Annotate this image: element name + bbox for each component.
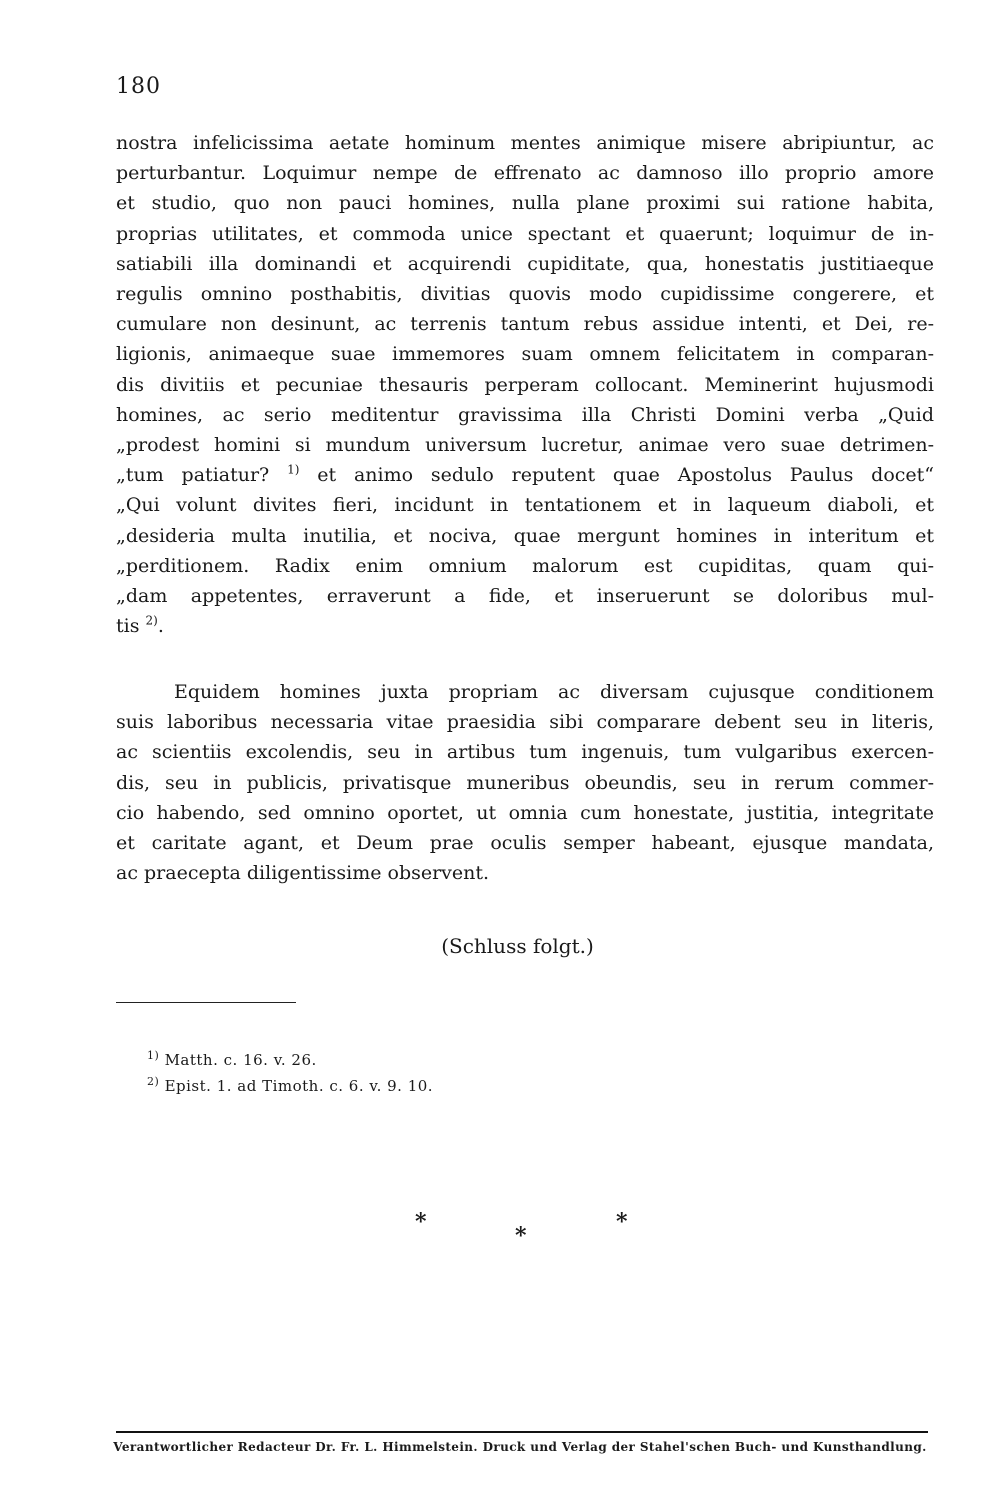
text-line: suis laboribus necessaria vitae praesidia sibi comparare debent seu in literis, [116,711,934,734]
footnote-divider [116,1002,296,1003]
footnote-ref-2: 2) [145,613,158,628]
closing-note: (Schluss folgt.) [441,934,594,958]
text-line: cumulare non desinunt, ac terrenis tantum rebus assidue intenti, et Dei, re- [116,313,934,336]
footnote-text: Matth. c. 16. v. 26. [164,1051,317,1069]
footnote-1 [147,1047,433,1073]
text-line: cio habendo, sed omnino oportet, ut omnia cum honestate, justitia, integritate [116,801,934,824]
text-line: „perditionem. Radix enim omnium malorum est cupiditas, quam qui- [116,554,934,577]
text-line: perturbantur. Loquimur nempe de effrenato ac damnoso illo proprio amore [116,162,934,185]
text-line: „dam appetentes, erraverunt a fide, et inseruerunt se doloribus mul- [116,585,934,608]
text-line: et studio, quo non pauci homines, nulla plane proximi sui ratione habita, [116,192,934,215]
text-line-end: . [157,615,164,638]
text-line: et caritate agant, et Deum prae oculis semper habeant, ejusque mandata, [116,832,934,855]
footnotes [147,1047,433,1099]
text-line: „prodest homini si mundum universum lucretur, animae vero suae detrimen- [116,434,934,457]
text-line-rest: et animo sedulo reputent quae Apostolus Paulus docet“ [317,464,935,487]
page-number: 180 [116,74,161,99]
text-line: ac praecepta diligentissime observent. [116,862,490,885]
footnote-2 [147,1073,433,1099]
paragraph-1 [116,128,934,641]
asterisk-ornament: * [515,1223,527,1249]
text-line: ac scientiis excolendis, seu in artibus tum ingenuis, tum vulgaribus exercen- [116,741,934,764]
asterisk-ornament: * [415,1209,427,1235]
text-line: Equidem homines juxta propriam ac diversam cujusque conditionem [174,681,934,703]
text-line: dis divitiis et pecuniae thesauris perperam collocant. Meminerint hujusmodi [116,373,934,396]
footnote-marker: 2) [147,1075,160,1088]
text-line: „desideria multa inutilia, et nociva, quae mergunt homines in interitum et [116,524,934,547]
footnote-marker: 1) [147,1049,160,1062]
text-line: regulis omnino posthabitis, divitias quovis modo cupidissime congerere, et [116,283,934,306]
asterisk-ornament: * [616,1209,628,1235]
text-line: „Qui volunt divites fieri, incidunt in tentationem et in laqueum diaboli, et [116,494,934,517]
footnote-text: Epist. 1. ad Timoth. c. 6. v. 9. 10. [164,1077,434,1095]
text-line-start: „tum patiatur? [116,464,270,487]
text-line-with-note [116,611,934,641]
text-line: proprias utilitates, et commoda unice spectant et quaerunt; loquimur de in- [116,222,934,245]
imprint-line: Verantwortlicher Redacteur Dr. Fr. L. Himmelstein. Druck und Verlag der Stahel'schen Buch- und Kunsthandlung. [113,1440,927,1454]
text-line: homines, ac serio meditentur gravissima illa Christi Domini verba „Quid [116,403,934,426]
text-line: nostra infelicissima aetate hominum mentes animique misere abripiuntur, ac [116,132,934,154]
paragraph-2 [116,677,934,888]
text-line: dis, seu in publicis, privatisque muneribus obeundis, seu in rerum commer- [116,771,934,794]
imprint-divider [116,1431,928,1433]
text-line: satiabili illa dominandi et acquirendi cupiditate, qua, honestatis justitiaeque [116,252,934,275]
text-line: ligionis, animaeque suae immemores suam omnem felicitatem in comparan- [116,343,934,366]
footnote-ref-1: 1) [287,462,300,477]
text-line-start: tis [116,615,140,638]
text-line-with-note [116,460,934,490]
